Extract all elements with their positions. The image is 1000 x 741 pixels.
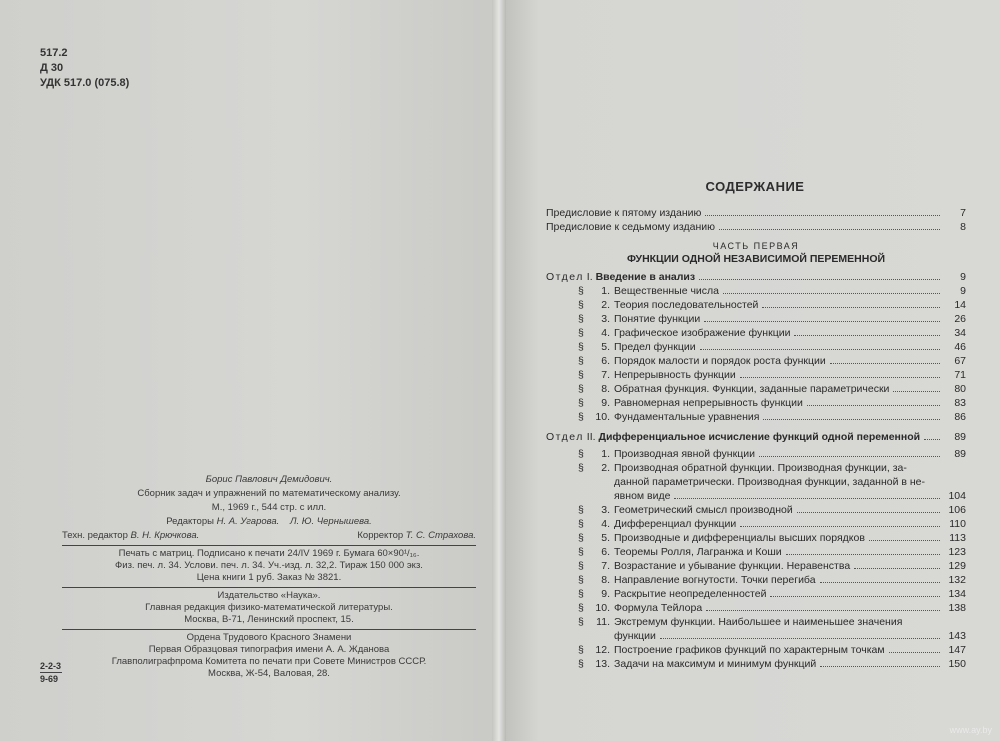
section-title-line: Экстремум функции. Наибольшее и наименьшее значения [614, 616, 903, 628]
toc-page: 67 [954, 355, 966, 367]
section-num: 2. [601, 299, 610, 311]
corrector-name: Т. С. Страхова. [405, 530, 476, 541]
toc-entry-text: Предисловие к седьмому изданию [546, 221, 716, 233]
section-num: 10. [595, 411, 610, 423]
tech-editor [62, 530, 199, 542]
code-line: УДК 517.0 (075.8) [40, 77, 130, 89]
toc-entry-text [578, 410, 759, 424]
section-title: Равномерная непрерывность функции [614, 397, 803, 409]
toc-page: 129 [948, 560, 966, 572]
toc-section [546, 601, 966, 615]
leader-dots [889, 643, 940, 653]
toc-page: 89 [954, 431, 966, 443]
printer-1: Ордена Трудового Красного Знамени [186, 632, 352, 643]
toc-otdel-1 [546, 270, 966, 284]
toc-page: 143 [948, 630, 966, 642]
toc-section-multiline [546, 615, 966, 643]
corrector-label: Корректор [357, 530, 404, 541]
toc-entry-text [578, 573, 816, 587]
section-sign: § [578, 285, 584, 297]
section-title: Производные и дифференциалы высших порядков [614, 532, 865, 544]
toc-section [546, 312, 966, 326]
leader-dots [854, 559, 940, 569]
toc-entry-text [578, 382, 889, 396]
section-sign: § [578, 448, 584, 460]
section-sign: § [578, 411, 584, 423]
section-title: Вещественные числа [614, 285, 720, 297]
watermark: www.ay.by [949, 725, 992, 735]
toc-page: 147 [948, 644, 966, 656]
section-num: 9. [601, 397, 610, 409]
toc-page: 150 [948, 658, 966, 670]
section-sign: § [578, 462, 584, 474]
toc-entry-text [578, 587, 766, 601]
toc-section [546, 396, 966, 410]
toc-wrap-line [578, 615, 966, 629]
toc-entry-text [578, 447, 755, 461]
toc-entry-text [578, 615, 902, 629]
leader-dots [820, 573, 940, 583]
classification-codes [40, 46, 129, 91]
section-title: Понятие функции [614, 313, 701, 325]
toc-page: 80 [954, 383, 966, 395]
publisher-3: Москва, В-71, Ленинский проспект, 15. [184, 614, 354, 625]
print-ids [40, 660, 62, 685]
section-title: Фундаментальные уравнения [614, 411, 760, 423]
toc-page: 86 [954, 411, 966, 423]
toc-section [546, 447, 966, 461]
section-sign: § [578, 299, 584, 311]
toc-page: 138 [948, 602, 966, 614]
toc-section [546, 517, 966, 531]
toc-entry-text [578, 461, 907, 475]
section-title: Теоремы Ролля, Лагранжа и Коши [614, 546, 782, 558]
section-sign: § [578, 560, 584, 572]
section-title: Обратная функция. Функции, заданные параметрически [614, 383, 890, 395]
otdel-label: Отдел [546, 431, 584, 443]
section-sign: § [578, 602, 584, 614]
toc-preface-7 [546, 220, 966, 234]
toc-page: 46 [954, 341, 966, 353]
section-title: Формула Тейлора [614, 602, 703, 614]
otdel-2-sections-end [546, 643, 966, 671]
section-num: 5. [601, 532, 610, 544]
toc-page: 9 [960, 271, 966, 283]
toc-section [546, 503, 966, 517]
section-sign: § [578, 327, 584, 339]
section-title: Производная явной функции [614, 448, 755, 460]
toc-entry-text [578, 298, 758, 312]
author-name: Борис Павлович Демидович. [205, 474, 333, 485]
section-sign: § [578, 341, 584, 353]
leader-dots [719, 220, 940, 230]
toc-wrap-line [578, 461, 966, 475]
divider [62, 587, 476, 588]
section-num: 5. [601, 341, 610, 353]
toc-section [546, 657, 966, 671]
editors-label: Редакторы [166, 516, 214, 527]
publication-info: М., 1969 г., 544 стр. с илл. [211, 502, 327, 513]
section-num: 11. [596, 616, 610, 628]
id-top: 2-2-3 [40, 661, 62, 671]
toc-wrap-line [578, 489, 966, 503]
section-num: 1. [601, 448, 610, 460]
section-title: Геометрический смысл производной [614, 504, 793, 516]
toc-entry-text [578, 559, 850, 573]
section-num: 10. [595, 602, 610, 614]
toc-section [546, 368, 966, 382]
toc-page: 26 [954, 313, 966, 325]
toc-page: 9 [960, 285, 966, 297]
leader-dots [674, 489, 940, 499]
toc-section [546, 340, 966, 354]
divider [62, 629, 476, 630]
section-num: 8. [601, 574, 610, 586]
section-title: Теория последовательностей [614, 299, 759, 311]
section-title: Порядок малости и порядок роста функции [614, 355, 826, 367]
toc-page: 7 [960, 207, 966, 219]
toc-section [546, 382, 966, 396]
section-num: 3. [601, 313, 610, 325]
toc-entry-text [578, 312, 700, 326]
toc-entry-text [578, 396, 803, 410]
section-num: 1. [601, 285, 610, 297]
toc-page: 134 [948, 588, 966, 600]
toc-section [546, 643, 966, 657]
section-num: 2. [601, 462, 610, 474]
section-sign: § [578, 504, 584, 516]
toc-section [546, 545, 966, 559]
toc-entry-text [578, 517, 736, 531]
section-num: 12. [595, 644, 610, 656]
leader-dots [869, 531, 940, 541]
toc-entry-text [578, 545, 782, 559]
leader-dots [924, 430, 940, 440]
section-sign: § [578, 313, 584, 325]
toc-entry-text [578, 643, 885, 657]
toc-section [546, 531, 966, 545]
toc-entry-text [546, 430, 920, 444]
leader-dots [706, 601, 940, 611]
section-sign: § [578, 616, 584, 628]
toc-page: 110 [949, 518, 966, 530]
otdel-num: I. [586, 271, 593, 283]
printer-3: Главполиграфпрома Комитета по печати при Совете Министров СССР. [111, 656, 427, 667]
toc-section [546, 284, 966, 298]
printer-2: Первая Образцовая типография имени А. А. Жданова [148, 644, 390, 655]
section-sign: § [578, 518, 584, 530]
print-info-2: Физ. печ. л. 34. Услови. печ. л. 34. Уч.-изд. л. 32,2. Тираж 150 000 экз. [115, 560, 423, 571]
part-title: ФУНКЦИИ ОДНОЙ НЕЗАВИСИМОЙ ПЕРЕМЕННОЙ [626, 253, 886, 265]
part-label: ЧАСТЬ ПЕРВАЯ [712, 241, 800, 251]
section-title: Непрерывность функции [614, 369, 736, 381]
toc-wrap-line [578, 629, 966, 643]
otdel-num: II. [586, 431, 596, 443]
section-sign: § [578, 658, 584, 670]
toc-page: 106 [948, 504, 966, 516]
section-num: 6. [601, 355, 610, 367]
editors-line [62, 516, 476, 528]
toc-section-multiline [546, 461, 966, 503]
toc-page: 8 [960, 221, 966, 233]
leader-dots [763, 410, 940, 420]
id-bottom: 9-69 [40, 674, 59, 684]
section-num: 7. [601, 560, 610, 572]
toc-entry-text [578, 531, 865, 545]
leader-dots [893, 382, 940, 392]
section-num: 7. [601, 369, 610, 381]
section-sign: § [578, 546, 584, 558]
section-title-line: функции [614, 630, 656, 642]
leader-dots [723, 284, 940, 294]
toc-entry-text [578, 354, 826, 368]
publisher-1: Издательство «Наука». [217, 590, 321, 601]
leader-dots [786, 545, 940, 555]
toc-page: 123 [948, 546, 966, 558]
section-num: 4. [601, 518, 610, 530]
section-sign: § [578, 383, 584, 395]
leader-dots [700, 340, 940, 350]
leader-dots [740, 517, 940, 527]
section-title-line: Производная обратной функции. Производная функции, за- [614, 462, 907, 474]
toc-entry-text [578, 503, 793, 517]
section-title-line: данной параметрически. Производная функции, заданной в не- [614, 476, 926, 488]
leader-dots [705, 206, 940, 216]
section-sign: § [578, 532, 584, 544]
toc-section [546, 573, 966, 587]
section-title: Раскрытие неопределенностей [614, 588, 767, 600]
toc-section [546, 587, 966, 601]
editor-2: Л. Ю. Чернышева. [289, 516, 372, 527]
toc-page: 132 [948, 574, 966, 586]
section-num: 9. [601, 588, 610, 600]
tech-corrector-line [62, 530, 476, 542]
toc-entry-text [578, 601, 702, 615]
table-of-contents [546, 206, 966, 671]
section-sign: § [578, 369, 584, 381]
toc-entry-text: Предисловие к пятому изданию [546, 207, 702, 219]
section-sign: § [578, 644, 584, 656]
leader-dots [770, 587, 940, 597]
section-title: Задачи на максимум и минимум функций [614, 658, 817, 670]
tech-editor-name: В. Н. Крючкова. [130, 530, 200, 541]
toc-section [546, 410, 966, 424]
leader-dots [759, 447, 940, 457]
leader-dots [660, 629, 940, 639]
book-spine [492, 0, 506, 741]
toc-section [546, 354, 966, 368]
divider [62, 545, 476, 546]
leader-dots [797, 503, 940, 513]
otdel-title: Дифференциальное исчисление функций одной переменной [598, 431, 921, 443]
toc-entry-text [578, 368, 736, 382]
publisher-2: Главная редакция физико-математической литературы. [145, 602, 393, 613]
otdel-title: Введение в анализ [595, 271, 696, 283]
toc-page: 83 [954, 397, 966, 409]
toc-entry-text [578, 657, 816, 671]
toc-entry-text [546, 270, 695, 284]
section-title: Предел функции [614, 341, 696, 353]
section-sign: § [578, 397, 584, 409]
leader-dots [704, 312, 940, 322]
section-num: 3. [601, 504, 610, 516]
leader-dots [820, 657, 940, 667]
toc-page: 34 [954, 327, 966, 339]
toc-section [546, 559, 966, 573]
section-title: Возрастание и убывание функции. Неравенства [614, 560, 851, 572]
section-num: 6. [601, 546, 610, 558]
section-sign: § [578, 574, 584, 586]
toc-entry-text [578, 326, 790, 340]
left-page [0, 0, 498, 741]
otdel-1-sections [546, 284, 966, 424]
leader-dots [794, 326, 940, 336]
leader-dots [762, 298, 940, 308]
leader-dots [699, 270, 940, 280]
corrector [357, 530, 476, 542]
leader-dots [740, 368, 940, 378]
section-title: Дифференциал функции [614, 518, 737, 530]
section-title-line: явном виде [614, 490, 671, 502]
section-title: Построение графиков функций по характерным точкам [614, 644, 885, 656]
section-num: 13. [595, 658, 610, 670]
section-title: Графическое изображение функции [614, 327, 791, 339]
leader-dots [807, 396, 940, 406]
print-info-3: Цена книги 1 руб. Заказ № 3821. [196, 572, 342, 583]
toc-wrap-line [578, 475, 966, 489]
code-line: 517.2 [40, 47, 68, 59]
toc-page: 14 [954, 299, 966, 311]
toc-entry-text [578, 340, 696, 354]
tech-editor-label: Техн. редактор [62, 530, 128, 541]
book-title: Сборник задач и упражнений по математическому анализу. [137, 488, 401, 499]
section-title: Направление вогнутости. Точки перегиба [614, 574, 816, 586]
toc-page: 89 [954, 448, 966, 460]
section-sign: § [578, 588, 584, 600]
toc-page: 71 [954, 369, 966, 381]
toc-section [546, 298, 966, 312]
toc-page: 113 [949, 532, 966, 544]
code-line: Д 30 [40, 62, 64, 74]
print-info-1: Печать с матриц. Подписано к печати 24/IV 1969 г. Бумага 60×90¹/₁₆. [118, 548, 420, 559]
leader-dots [830, 354, 940, 364]
toc-otdel-2 [546, 430, 966, 444]
section-num: 4. [601, 327, 610, 339]
imprint-block [62, 474, 476, 680]
otdel-2-sections [546, 503, 966, 615]
printer-4: Москва, Ж-54, Валовая, 28. [208, 668, 330, 679]
toc-preface-5 [546, 206, 966, 220]
section-num: 8. [601, 383, 610, 395]
toc-section [546, 326, 966, 340]
otdel-label: Отдел [546, 271, 584, 283]
editor-1: Н. А. Угарова. [216, 516, 280, 527]
toc-entry-text [578, 284, 719, 298]
toc-page: 104 [948, 490, 966, 502]
section-sign: § [578, 355, 584, 367]
toc-title: СОДЕРЖАНИЕ [705, 179, 805, 194]
